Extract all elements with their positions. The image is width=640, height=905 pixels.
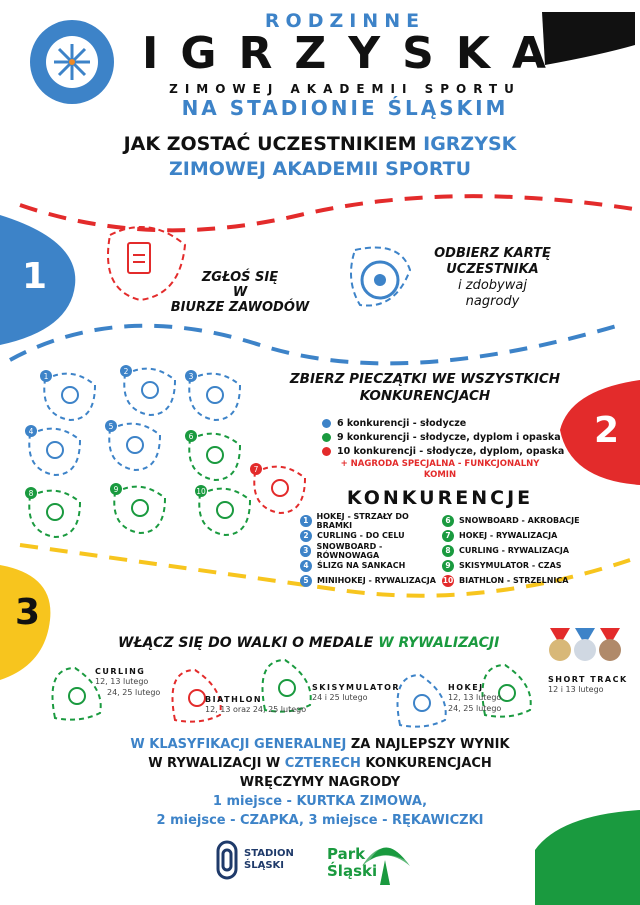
sport-pictogram-icon: [69, 688, 85, 704]
green-dot-icon: [322, 433, 331, 442]
reward-text: 10 konkurencji - słodycze, dyplom, opaska: [337, 446, 565, 457]
number-badge: 9: [442, 560, 454, 572]
number-badge: 8: [442, 545, 454, 557]
step1-card-text: [405, 246, 580, 310]
text: 1 miejsce - KURTKA ZIMOWA,: [212, 794, 428, 809]
stamp-blob: [199, 489, 250, 535]
reward-text: 9 konkurencji - słodycze, dyplom i opaska: [337, 432, 561, 443]
sport-date: 24, 25 lutego: [448, 704, 502, 713]
competition-name: SKISYMULATOR - CZAS: [459, 561, 562, 570]
sport-pictogram-icon: [62, 387, 78, 403]
stamp-number: 10: [196, 486, 206, 496]
sport-1: [205, 695, 306, 715]
step-1-number: 1: [22, 256, 48, 297]
sport-pictogram-icon: [217, 502, 233, 518]
step2-title: [255, 371, 595, 405]
park-slaski-logo: [327, 846, 377, 880]
text-line: ODBIERZ KARTĘ: [434, 246, 551, 261]
sport-pictogram-icon: [47, 504, 63, 520]
sport-blob: [53, 668, 101, 720]
sport-pictogram-icon: [189, 690, 205, 706]
text: STADION: [244, 848, 294, 859]
sport-date: 12 i 13 lutego: [548, 685, 604, 694]
sport-date: 12, 13 lutego: [95, 677, 149, 686]
competition-item: [442, 543, 590, 558]
competition-item: [442, 558, 590, 573]
number-badge: 6: [442, 515, 454, 527]
competition-item: [300, 573, 442, 588]
text: 2 miejsce - CZAPKA, 3 miejsce - RĘKAWICZKI: [156, 813, 484, 828]
competition-name: MINIHOKEJ - RYWALIZACJA: [317, 576, 436, 585]
text: ŚLĄSKI: [244, 860, 284, 871]
text: KONKURENCJACH: [360, 756, 492, 771]
subtitle-line2: ZIMOWEJ AKADEMII SPORTU: [169, 158, 471, 180]
sport-pictogram-icon: [499, 685, 515, 701]
konkurencje-title: KONKURENCJE: [346, 487, 534, 509]
stamp-number: 4: [25, 425, 37, 437]
sport-date: 24, 25 lutego: [107, 688, 161, 697]
competition-item: [442, 573, 590, 588]
text: Śląski: [327, 862, 378, 880]
sport-name: HOKEJ: [448, 683, 484, 692]
step-2-number: 2: [594, 410, 620, 451]
sport-name: CURLING: [95, 667, 146, 676]
stamp-blob: [189, 374, 240, 420]
text-line: i zdobywaj: [458, 278, 527, 293]
subtitle-part2: IGRZYSK: [423, 133, 517, 155]
sport-pictogram-icon: [132, 500, 148, 516]
text-line: + NAGRODA SPECJALNA - FUNKCJONALNY: [340, 459, 540, 469]
sport-pictogram-icon: [207, 447, 223, 463]
competition-item: [442, 513, 590, 528]
number-badge: 4: [300, 560, 312, 572]
blue-dot-icon: [322, 419, 331, 428]
text-line: UCZESTNIKA: [446, 262, 539, 277]
competition-name: ŚLIZG NA SANKACH: [317, 561, 406, 570]
stamp-number: 9: [110, 483, 122, 495]
special-prize: [330, 459, 550, 481]
competition-item: [300, 543, 442, 558]
sport-pictogram-icon: [142, 382, 158, 398]
text: WRĘCZYMY NAGRODY: [239, 775, 401, 790]
stamp-number: 5: [105, 420, 117, 432]
number-badge: 3: [300, 545, 311, 557]
number-badge: 5: [300, 575, 312, 587]
text-line: ZBIERZ PIECZĄTKI WE WSZYSTKICH: [289, 371, 561, 387]
title-zimowej: ZIMOWEJ AKADEMII SPORTU: [169, 82, 521, 96]
stamp-blob: [109, 424, 160, 470]
sport-date: 12, 13 lutego: [448, 693, 502, 702]
stadion-slaski-logo: [244, 848, 294, 872]
red-dashed-path: [20, 196, 640, 230]
step3-title: [118, 635, 499, 651]
sport-name: SHORT TRACK: [548, 675, 628, 684]
sport-pictogram-icon: [47, 442, 63, 458]
sport-name: BIATHLON: [205, 695, 263, 704]
stamp-blob: [189, 434, 240, 480]
reward-text: 6 konkurencji - słodycze: [337, 418, 467, 429]
text-line: ZGŁOŚ SIĘ: [201, 270, 279, 285]
sport-0: [95, 667, 160, 698]
text: ZA NAJLEPSZY WYNIK: [346, 737, 510, 752]
stamp-number: 2: [120, 365, 132, 377]
text: Park: [327, 845, 366, 863]
sport-blob: [398, 675, 446, 727]
sport-pictogram-icon: [279, 680, 295, 696]
stamp-number: 1: [40, 370, 52, 382]
subtitle-part1: JAK ZOSTAĆ UCZESTNIKIEM: [123, 133, 424, 155]
blue-dashed-path: [10, 325, 620, 363]
stamp-number: 7: [250, 463, 262, 475]
sport-2: [312, 683, 400, 703]
subtitle: [0, 132, 640, 182]
number-badge: 2: [300, 530, 312, 542]
stamp-number: 3: [185, 370, 197, 382]
clipboard-icon: [128, 243, 150, 273]
text-line: KOMIN: [423, 470, 457, 480]
number-badge: 1: [300, 515, 312, 527]
title-part1: WŁĄCZ SIĘ DO WALKI O MEDALE: [118, 635, 379, 651]
text-line: nagrody: [465, 294, 520, 309]
text-line: KONKURENCJACH: [359, 388, 491, 404]
text-line: W: [232, 285, 248, 300]
sport-pictogram-icon: [272, 480, 288, 496]
reward-10: [322, 446, 564, 457]
text: W RYWALIZACJI W: [148, 756, 285, 771]
title-stadion: NA STADIONIE ŚLĄSKIM: [181, 96, 509, 120]
stamp-blob: [124, 369, 175, 415]
sport-date: 12, 13 oraz 24, 25 lutego: [205, 705, 307, 714]
sport-pictogram-icon: [127, 437, 143, 453]
sport-3: [448, 683, 501, 714]
competition-name: SNOWBOARD - RÓWNOWAGA: [316, 541, 383, 560]
text: CZTERECH: [284, 756, 361, 771]
stamp-number: 6: [185, 430, 197, 442]
stadion-logo-icon: [218, 842, 236, 878]
competition-name: CURLING - RYWALIZACJA: [459, 546, 570, 555]
title-part2: W RYWALIZACJI: [378, 635, 500, 651]
competition-name: HOKEJ - RYWALIZACJA: [459, 531, 558, 540]
stamp-number: 8: [25, 487, 37, 499]
step1-register-text: [165, 270, 315, 315]
red-dot-icon: [322, 447, 331, 456]
step-3-number: 3: [15, 592, 41, 633]
text-line: BIURZE ZAWODÓW: [170, 300, 310, 315]
reward-9: [322, 432, 561, 443]
title-rodzinne: RODZINNE: [264, 10, 426, 32]
competition-item: [300, 513, 442, 528]
stamp-blob: [29, 429, 80, 475]
stamp-blob: [44, 374, 95, 420]
sport-4: [548, 675, 628, 695]
stamp-blob: [29, 491, 80, 537]
number-badge: 7: [442, 530, 454, 542]
competition-item: [442, 528, 590, 543]
competition-item: [300, 558, 442, 573]
competition-list: [300, 513, 590, 588]
medals-icon: [549, 628, 621, 661]
competition-name: BIATHLON - STRZELNICA: [459, 576, 569, 585]
reward-6: [322, 418, 466, 429]
text: W KLASYFIKACJI GENERALNEJ: [130, 737, 347, 752]
stamp-blob: [114, 487, 165, 533]
sport-pictogram-icon: [207, 387, 223, 403]
sport-pictogram-icon: [414, 695, 430, 711]
stamp-blob: [254, 467, 305, 513]
sport-name: SKISYMULATOR: [312, 683, 401, 692]
sport-date: 24 i 25 lutego: [312, 693, 368, 702]
competition-name: CURLING - DO CELU: [317, 531, 405, 540]
competition-name: SNOWBOARD - AKROBACJE: [459, 516, 580, 525]
number-badge: 10: [442, 576, 454, 585]
competition-name: HOKEJ - STRZAŁY DO BRAMKI: [316, 511, 409, 530]
final-info: [0, 735, 640, 830]
title-igrzyska: IGRZYSKA: [142, 28, 568, 79]
